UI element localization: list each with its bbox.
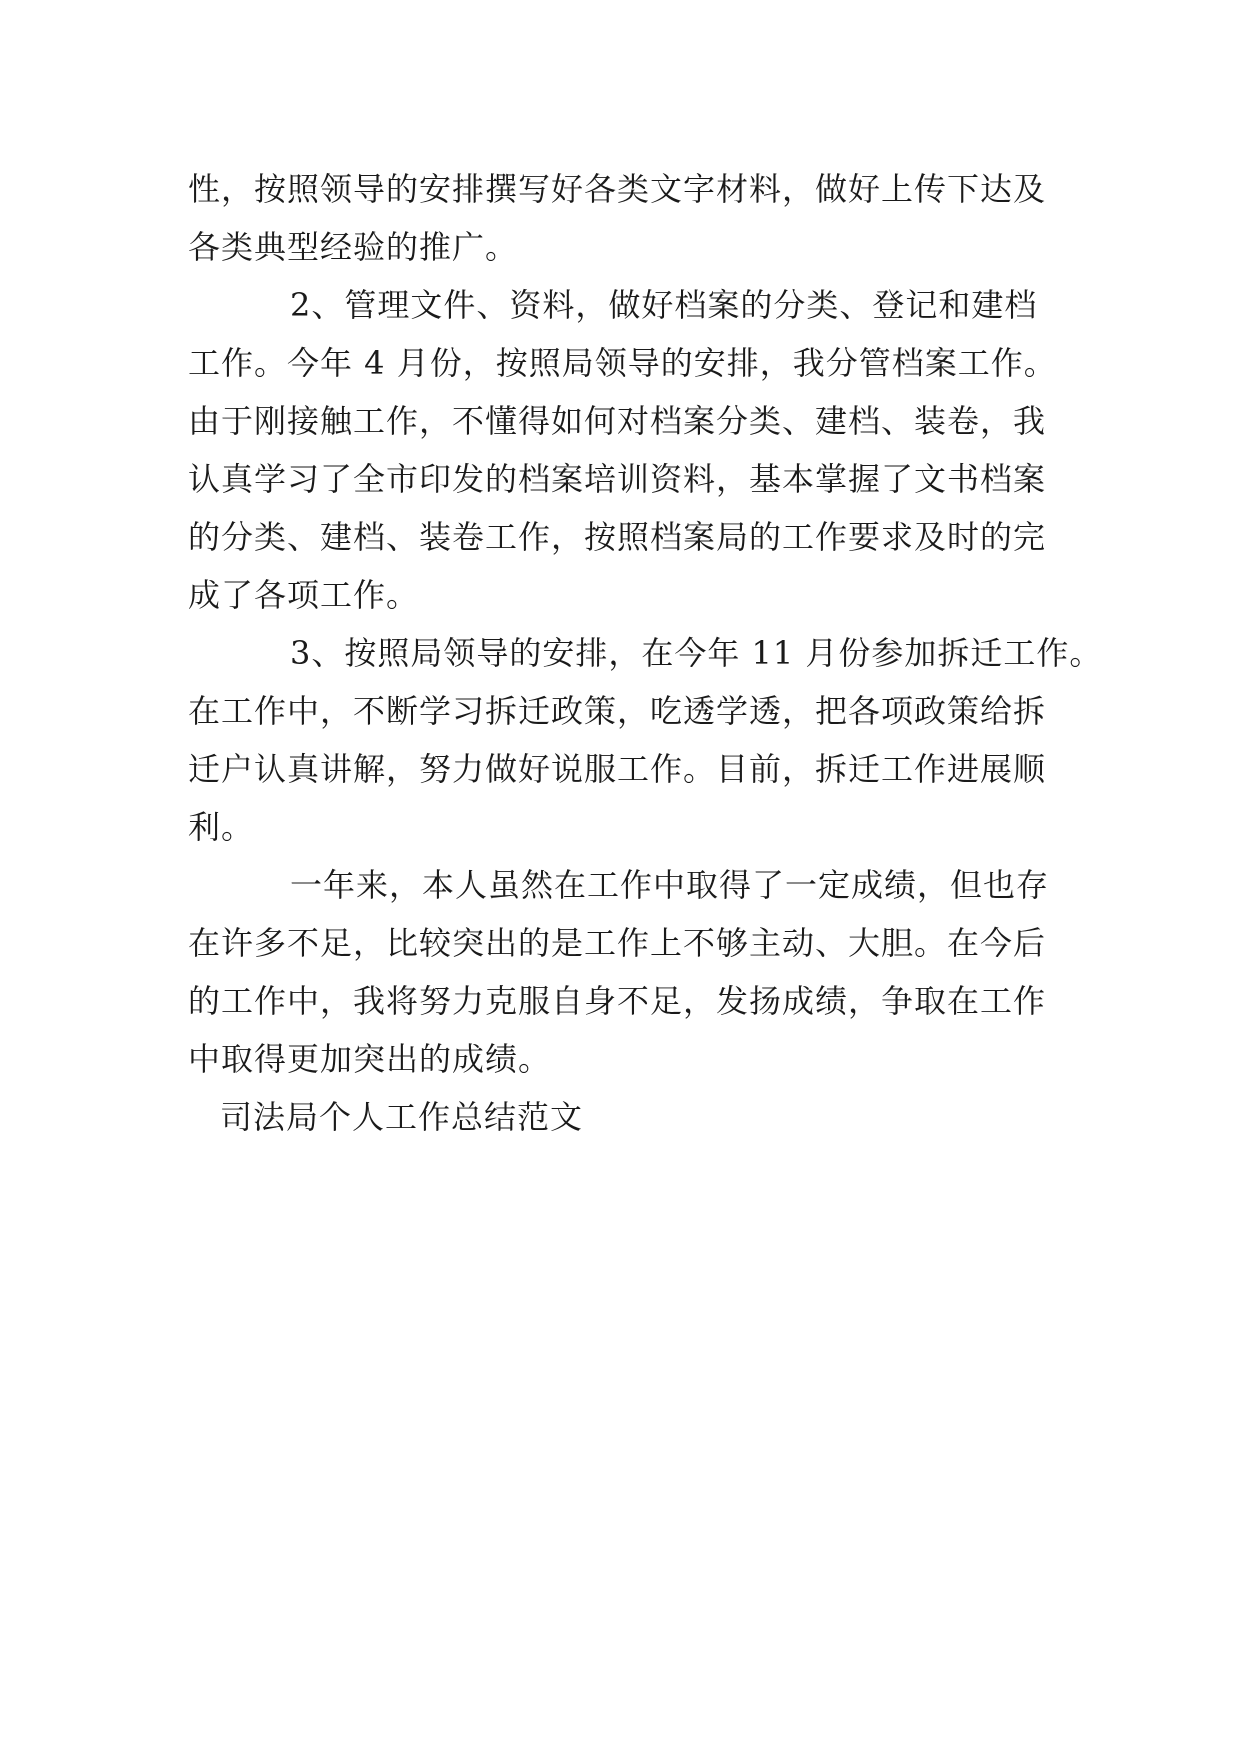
text-line: 中取得更加突出的成绩。 [188,1040,552,1078]
text-line: 工作。今年 4 月份，按照局领导的安排，我分管档案工作。 [188,344,1057,382]
paragraph-start-line: 一年来，本人虽然在工作中取得了一定成绩，但也存 [290,866,1050,904]
paragraph-start-line: 3、按照局领导的安排，在今年 11 月份参加拆迁工作。 [290,634,1103,672]
text-line: 认真学习了全市印发的档案培训资料，基本掌握了文书档案 [188,460,1047,498]
text-line: 迁户认真讲解，努力做好说服工作。目前，拆迁工作进展顺 [188,750,1047,788]
text-line: 由于刚接触工作，不懂得如何对档案分类、建档、装卷，我 [188,402,1047,440]
text-line: 性，按照领导的安排撰写好各类文字材料，做好上传下达及 [188,170,1047,208]
paragraph-start-line: 2、管理文件、资料，做好档案的分类、登记和建档 [290,286,1038,324]
text-line: 的工作中，我将努力克服自身不足，发扬成绩，争取在工作 [188,982,1047,1020]
text-line: 利。 [188,808,255,846]
text-line: 的分类、建档、装卷工作，按照档案局的工作要求及时的完 [188,518,1047,556]
text-line: 各类典型经验的推广。 [188,228,519,266]
document-subtitle: 司法局个人工作总结范文 [220,1098,584,1136]
text-line: 在工作中，不断学习拆迁政策，吃透学透，把各项政策给拆 [188,692,1047,730]
text-line: 在许多不足，比较突出的是工作上不够主动、大胆。在今后 [188,924,1047,962]
text-line: 成了各项工作。 [188,576,420,614]
